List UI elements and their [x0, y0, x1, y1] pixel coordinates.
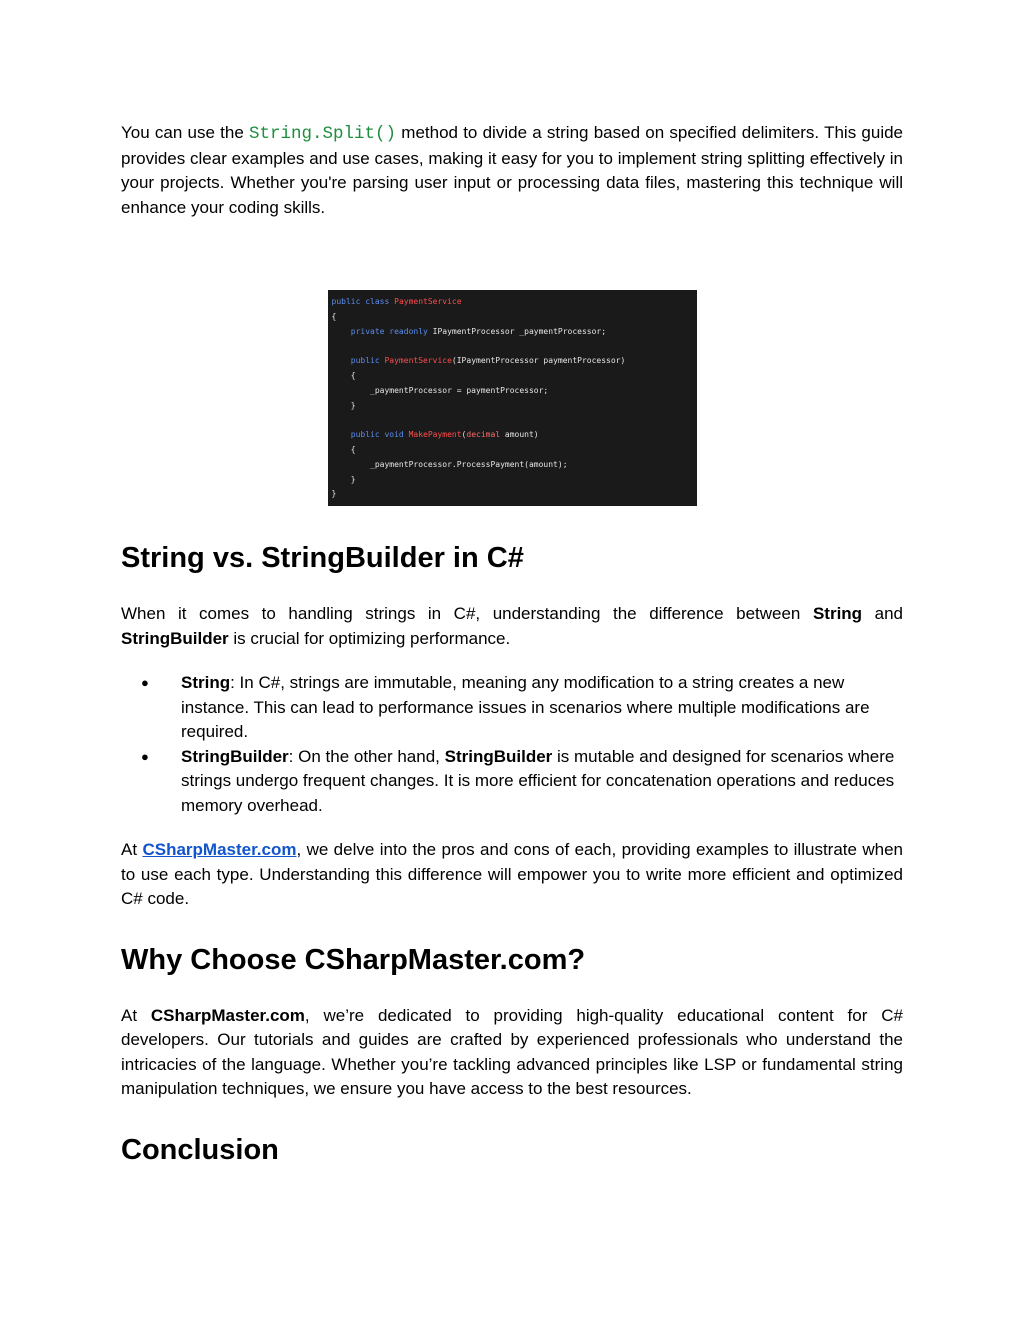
code-token: decimal	[466, 430, 501, 440]
code-line	[332, 428, 697, 443]
code-line	[332, 295, 697, 310]
code-line	[332, 487, 697, 502]
code-token: }	[331, 489, 337, 499]
bullet-icon: ●	[141, 748, 149, 764]
section2-paragraph: At CSharpMaster.com, we’re dedicated to providing high-quality educational content for C# developers. Our tutorials and guides are crafted by experienced professionals who understand the intricacies of the language. Whether you’re tackling advanced principles like LSP or fundamental string manipulation techniques, we ensure you have access to the best resources.	[121, 1005, 903, 1098]
code-line	[332, 325, 697, 340]
code-token: PaymentService	[394, 297, 462, 306]
comparison-list	[121, 671, 903, 818]
code-token: (IPaymentProcessor paymentProcessor)	[451, 356, 626, 366]
code-token: IPaymentProcessor _paymentProcessor;	[432, 326, 607, 336]
document-body	[121, 121, 903, 1168]
heading-why-choose: Why Choose CSharpMaster.com?	[121, 943, 586, 976]
code-line	[332, 399, 697, 414]
code-screenshot	[328, 290, 697, 506]
intro-paragraph: You can use the String.Split() method to divide a string based on specified delimiters. This guide provides clear examples and use cases, making it easy for you to implement string splitting effectively in your projects. Whether you're parsing user input or processing data files, mastering this technique will enhance your coding skills.	[121, 123, 904, 217]
csharpmaster-link[interactable]: CSharpMaster.com	[142, 840, 297, 859]
code-token: }	[331, 474, 356, 484]
code-token: _paymentProcessor = paymentProcessor;	[331, 385, 549, 395]
code-image-wrapper	[121, 290, 903, 506]
heading-conclusion: Conclusion	[121, 1133, 279, 1166]
code-line	[332, 473, 697, 488]
inline-code: String.Split()	[249, 124, 397, 144]
code-line	[332, 354, 697, 369]
code-line	[332, 443, 697, 458]
code-token: public class	[331, 297, 395, 306]
code-token: {	[331, 311, 337, 321]
code-token: amount)	[500, 430, 539, 440]
code-token: PaymentService	[384, 356, 452, 366]
code-token: (	[461, 430, 467, 440]
code-token: MakePayment	[408, 430, 462, 440]
section1-intro-paragraph: When it comes to handling strings in C#, understanding the difference between String and StringBuilder is crucial for optimizing performance.	[121, 604, 903, 648]
code-token: }	[331, 400, 356, 410]
code-line	[332, 339, 697, 354]
code-token: public void	[331, 430, 409, 440]
heading-string-vs-stringbuilder: String vs. StringBuilder in C#	[121, 542, 524, 574]
code-token: private readonly	[331, 326, 433, 336]
code-line	[332, 413, 697, 428]
code-token: _paymentProcessor.ProcessPayment(amount);	[331, 459, 568, 469]
code-token: {	[331, 370, 356, 380]
bullet-icon: ●	[141, 675, 149, 690]
list-item-string: ● String: In C#, strings are immutable, meaning any modification to a string creates a new instance. This can lead to performance issues in scenarios where multiple modifications are required.	[141, 673, 870, 741]
section1-closing-paragraph: At CSharpMaster.com, we delve into the pros and cons of each, providing examples to illustrate when to use each type. Understanding this difference will empower you to write more efficient and optimized C# code.	[121, 840, 903, 908]
code-line	[332, 384, 697, 399]
code-line	[332, 310, 697, 325]
list-item-stringbuilder: ● StringBuilder: On the other hand, StringBuilder is mutable and designed for scenarios where strings undergo frequent changes. It is more efficient for concatenation operations and reduces memory overhead.	[141, 746, 895, 815]
code-line	[332, 369, 697, 384]
code-token: public	[331, 356, 385, 366]
code-line	[332, 458, 697, 473]
code-token: {	[331, 444, 356, 454]
